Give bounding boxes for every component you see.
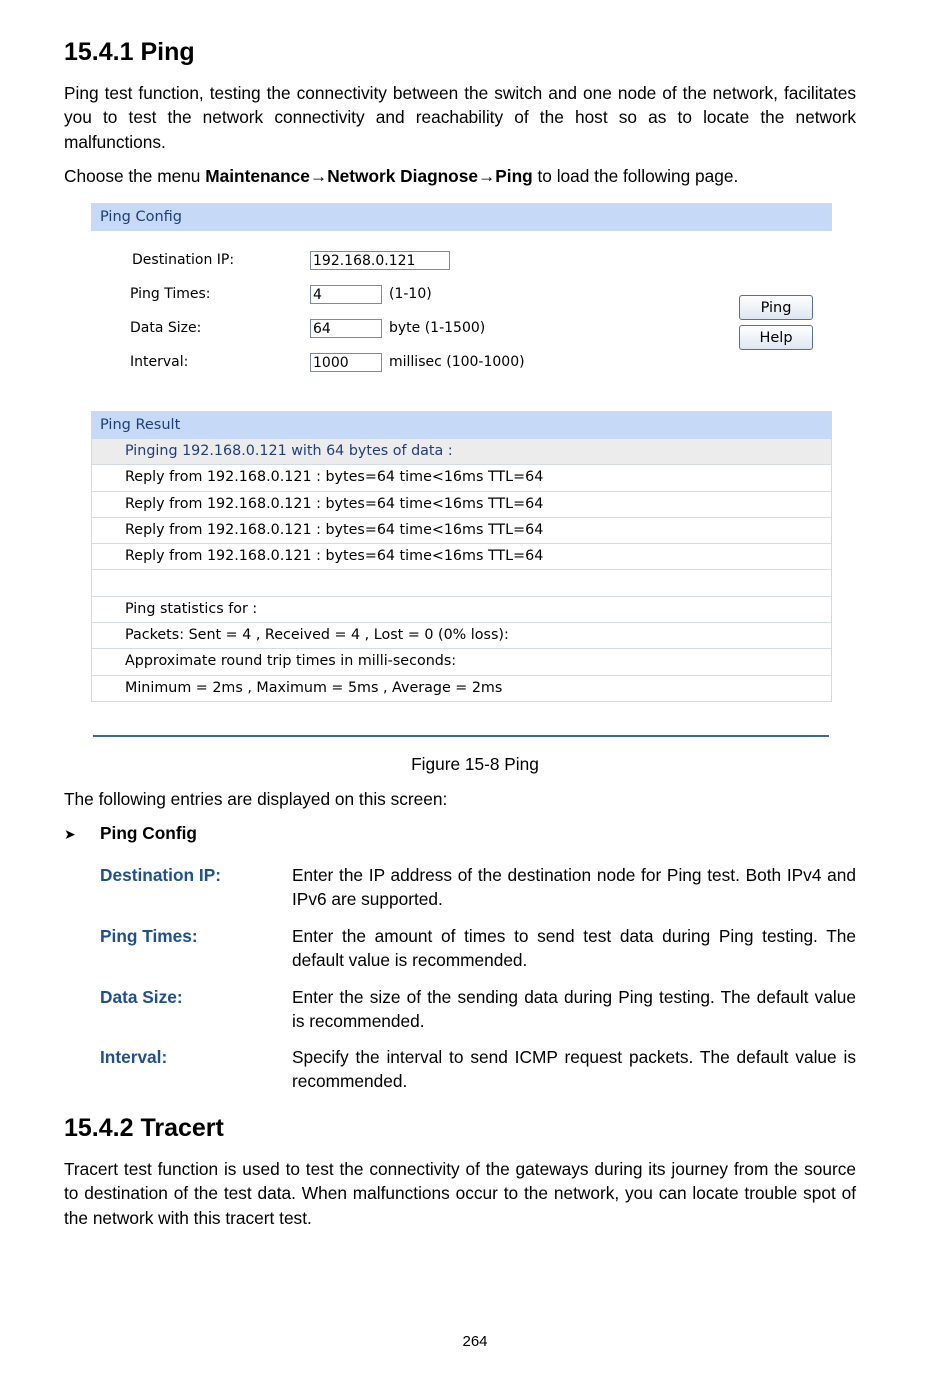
figure-divider	[93, 735, 829, 737]
ping-intro-paragraph: Ping test function, testing the connectivity between the switch and one node of the network, facilitates you to test the network connectivity and reachability of the host so as to locate the network malfunctions.	[64, 83, 856, 152]
ping-times-hint: (1-10)	[389, 286, 432, 302]
result-row	[92, 570, 831, 596]
ping-result-header: Ping Result	[91, 411, 832, 439]
result-row: Approximate round trip times in milli-seconds:	[92, 649, 831, 675]
section-heading-tracert: 15.4.2 Tracert	[64, 1114, 224, 1142]
definition-term: Destination IP:	[100, 865, 221, 885]
result-row: Reply from 192.168.0.121 : bytes=64 time<16ms TTL=64	[92, 544, 831, 570]
ping-button[interactable]: Ping	[739, 295, 813, 320]
arrow-bullet-icon: ➤	[64, 826, 76, 842]
result-row: Reply from 192.168.0.121 : bytes=64 time<16ms TTL=64	[92, 518, 831, 544]
section-heading-ping: 15.4.1 Ping	[64, 38, 195, 66]
ping-times-input[interactable]: 4	[310, 285, 382, 304]
bullet-ping-config	[64, 823, 197, 844]
tracert-intro-paragraph: Tracert test function is used to test the connectivity of the gateways during its journey from the source to destination of the test data. When malfunctions occur to the network, you can locate trouble spot of the network with this tracert test.	[64, 1159, 856, 1228]
ping-config-form	[91, 231, 832, 411]
destination-ip-input[interactable]: 192.168.0.121	[310, 251, 450, 270]
result-row: Ping statistics for :	[92, 597, 831, 623]
definition-desc: Enter the amount of times to send test data during Ping testing. The default value is recommended.	[292, 926, 856, 971]
definition-term: Interval:	[100, 1047, 168, 1067]
result-row: Minimum = 2ms , Maximum = 5ms , Average = 2ms	[92, 676, 831, 702]
result-row: Reply from 192.168.0.121 : bytes=64 time<16ms TTL=64	[92, 465, 831, 491]
page-number: 264	[462, 1333, 488, 1350]
definition-desc: Enter the size of the sending data during Ping testing. The default value is recommended.	[292, 987, 856, 1032]
help-button[interactable]: Help	[739, 325, 813, 350]
data-size-input[interactable]: 64	[310, 319, 382, 338]
menu-suffix: to load the following page.	[532, 166, 739, 186]
figure-caption: Figure 15-8 Ping	[411, 754, 539, 774]
result-row: Reply from 192.168.0.121 : bytes=64 time<16ms TTL=64	[92, 492, 831, 518]
definition-desc: Enter the IP address of the destination node for Ping test. Both IPv4 and IPv6 are supported.	[292, 865, 856, 910]
definition-term: Ping Times:	[100, 926, 198, 946]
menu-prefix: Choose the menu	[64, 166, 206, 186]
result-row: Pinging 192.168.0.121 with 64 bytes of data :	[92, 439, 831, 465]
interval-hint: millisec (100-1000)	[389, 354, 525, 370]
bullet-label: Ping Config	[100, 823, 197, 843]
menu-instruction	[64, 164, 856, 188]
entries-intro: The following entries are displayed on this screen:	[64, 789, 448, 809]
data-size-hint: byte (1-1500)	[389, 320, 486, 336]
data-size-label: Data Size:	[130, 320, 202, 336]
ping-result-list	[91, 439, 832, 702]
result-row: Packets: Sent = 4 , Received = 4 , Lost = 0 (0% loss):	[92, 623, 831, 649]
ping-page-screenshot	[91, 203, 832, 702]
interval-input[interactable]: 1000	[310, 353, 382, 372]
ping-config-header: Ping Config	[91, 203, 832, 231]
ping-times-label: Ping Times:	[130, 286, 211, 302]
definition-term: Data Size:	[100, 987, 183, 1007]
interval-label: Interval:	[130, 354, 189, 370]
menu-path: Maintenance→Network Diagnose→Ping	[205, 166, 533, 186]
destination-ip-label: Destination IP:	[132, 252, 235, 268]
definition-desc: Specify the interval to send ICMP request packets. The default value is recommended.	[292, 1047, 856, 1092]
